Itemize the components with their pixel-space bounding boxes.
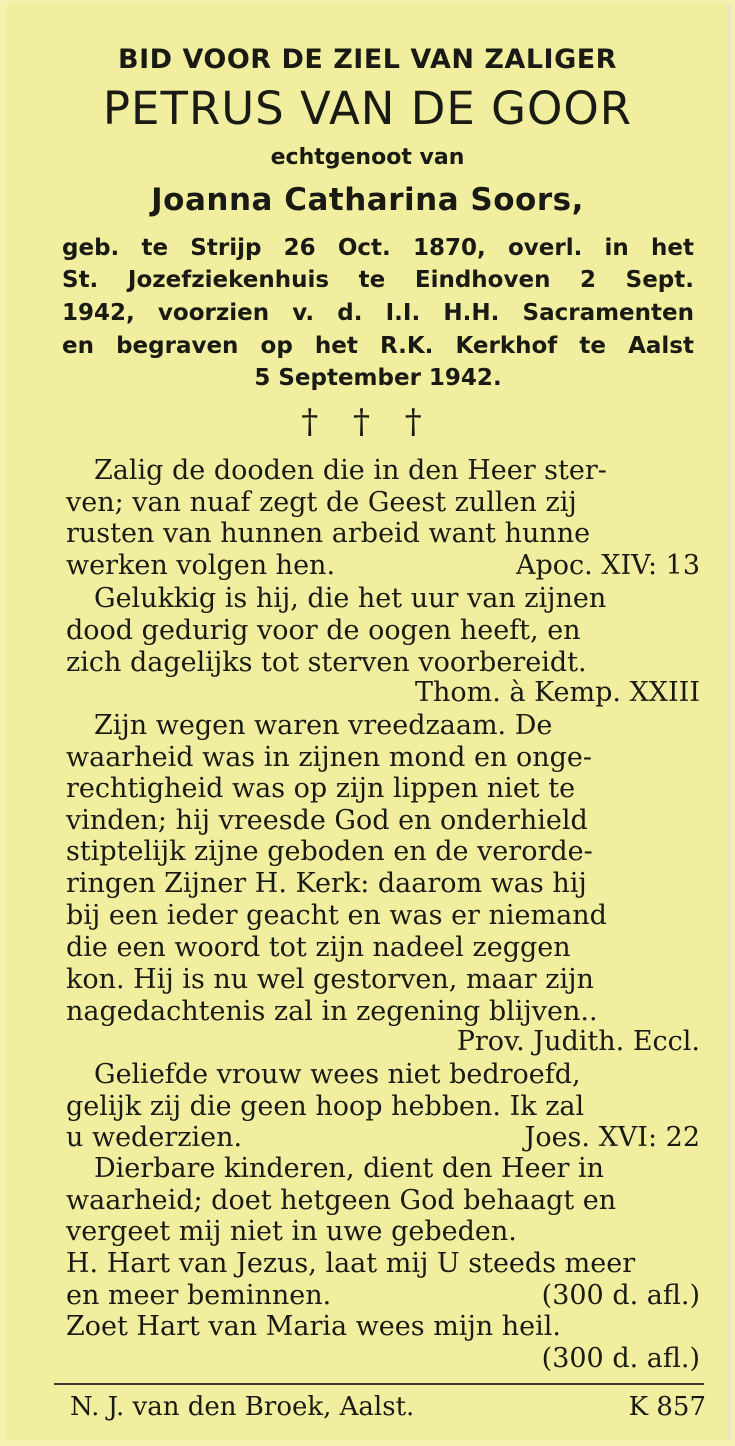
body-text: werken volgen hen.: [66, 550, 336, 581]
body-line: Zoet Hart van Maria wees mijn heil.: [66, 1311, 562, 1342]
body-line: gelijk zij die geen hoop hebben. Ik zal: [66, 1091, 585, 1122]
body-text: u wederzien.: [66, 1122, 243, 1153]
body-line: rechtigheid was op zijn lippen niet te: [66, 773, 576, 804]
body-line: [66, 550, 700, 582]
body-line: nagedachtenis zal in zegening blijven..: [66, 996, 598, 1027]
body-line: Zalig de dooden die in den Heer ster-: [94, 455, 607, 486]
body-line: dood gedurig voor de oogen heeft, en: [66, 615, 581, 646]
body-line: zich dagelijks tot sterven voorbereidt.: [66, 647, 587, 678]
body-line: [66, 1343, 700, 1375]
body-line: kon. Hij is nu wel gestorven, maar zijn: [66, 964, 594, 995]
body-line: vinden; hij vreesde God en onderhield: [66, 805, 588, 836]
body-line: Gelukkig is hij, die het uur van zijnen: [94, 583, 607, 614]
body-line: Zijn wegen waren vreedzaam. De: [94, 710, 553, 741]
card-code: K 857: [628, 1392, 706, 1422]
notice-line: en begraven op het R.K. Kerkhof te Aalst: [62, 333, 694, 359]
body-line: Geliefde vrouw wees niet bedroefd,: [94, 1059, 581, 1090]
indulgence-note: (300 d. afl.): [541, 1280, 700, 1311]
spouse-prefix: echtgenoot van: [270, 145, 465, 170]
body-line: stiptelijk zijne geboden en de verorde-: [66, 836, 593, 867]
body-line: ven; van nuaf zegt de Geest zullen zij: [66, 487, 577, 518]
spouse-name: Joanna Catharina Soors,: [151, 182, 584, 218]
body-line: rusten van hunnen arbeid want hunne: [66, 518, 591, 549]
notice-line: 5 September 1942.: [254, 365, 502, 391]
footer-divider: [54, 1383, 704, 1385]
scripture-reference: Apoc. XIV: 13: [515, 550, 700, 581]
indulgence-note: (300 d. afl.): [541, 1343, 700, 1374]
notice-line: St. Jozefziekenhuis te Eindhoven 2 Sept.: [62, 267, 694, 293]
body-line: waarheid was in zijnen mond en onge-: [66, 742, 592, 773]
body-line: bij een ieder geacht en was er niemand: [66, 900, 607, 931]
notice-line: geb. te Strijp 26 Oct. 1870, overl. in het: [62, 235, 694, 261]
body-line: Dierbare kinderen, dient den Heer in: [94, 1153, 605, 1184]
body-line: vergeet mij niet in uwe gebeden.: [66, 1216, 517, 1247]
deceased-name: PETRUS VAN DE GOOR: [102, 82, 633, 135]
body-line: ringen Zijner H. Kerk: daarom was hij: [66, 868, 587, 899]
prayer-heading: BID VOOR DE ZIEL VAN ZALIGER: [118, 44, 617, 75]
body-line: die een woord tot zijn nadeel zeggen: [66, 932, 571, 963]
body-line: waarheid; doet hetgeen God behaagt en: [66, 1185, 617, 1216]
notice-line: 1942, voorzien v. d. I.I. H.H. Sacramenten: [62, 300, 694, 326]
crosses-ornament: † † †: [301, 402, 434, 442]
scripture-reference: Prov. Judith. Eccl.: [456, 1026, 700, 1057]
body-line: [66, 1026, 700, 1058]
body-text: en meer beminnen.: [66, 1280, 332, 1311]
body-line: [66, 1280, 700, 1312]
scripture-reference: Thom. à Kemp. XXIII: [414, 677, 700, 708]
printer-footer: [70, 1392, 706, 1422]
body-line: [66, 1122, 700, 1154]
body-line: [66, 677, 700, 709]
scripture-reference: Joes. XVI: 22: [524, 1122, 700, 1153]
printer-name: N. J. van den Broek, Aalst.: [70, 1392, 415, 1422]
body-line: H. Hart van Jezus, laat mij U steeds meer: [66, 1248, 636, 1279]
